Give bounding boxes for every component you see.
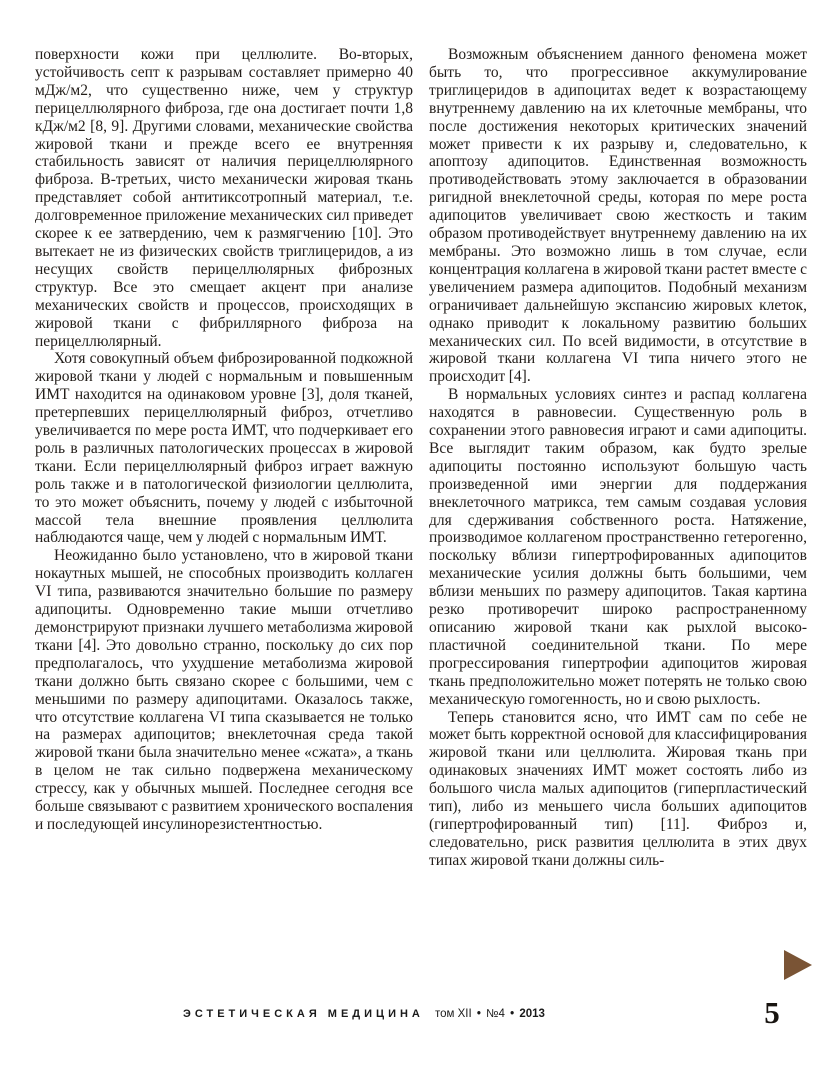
- body-paragraph: В нормальных условиях синтез и распад коллагена находятся в равновесии. Существенную роль в сохранении этого равновесия играют и сами адипоциты. Все выглядит таким образом, как будто зрелые адипоциты постоянно используют большую часть произведенной ими энергии для поддержания внеклеточного матрикса, тем самым создавая условия для сдерживания собственного роста. Натяжение, производимое коллагеном пространственно гетерогенно, поскольку вблизи гипертрофированных адипоцитов механические усилия должны быть большими, чем вблизи меньших по размеру адипоцитов. Такая картина резко противоречит широко распространенному описанию жировой ткани как рыхлой высоко-пластичной соединительной ткани. По мере прогрессирования гипертрофии адипоцитов жировая ткань предположительно может потерять не только свою механическую гомогенность, но и свою рыхлость.: [429, 386, 807, 708]
- body-paragraph: Теперь становится ясно, что ИМТ сам по себе не может быть корректной основой для классифицирования жировой ткани или целлюлита. Жировая ткань при одинаковых значениях ИМТ может состоять либо из большого числа малых адипоцитов (гиперпластический тип), либо из меньшего числа больших адипоцитов (гипертрофированный тип) [11]. Фиброз и, следовательно, риск развития целлюлита в этих двух типах жировой ткани должны силь-: [429, 708, 807, 869]
- body-paragraph: Хотя совокупный объем фиброзированной подкожной жировой ткани у людей с нормальным и повышенным ИМТ находится на одинаковом уровне [3], доля тканей, претерпевших перицеллюлярный фиброз, отчетливо увеличивается по мере роста ИМТ, что подчеркивает его роль в различных патологических процессах в жировой ткани. Если перицеллюлярный фиброз играет важную роль также и в патологической физиологии целлюлита, то это может объяснить, почему у людей с избыточной массой тела внешние проявления целлюлита наблюдаются чаще, чем у людей с нормальным ИМТ.: [35, 350, 413, 547]
- page-number: 5: [764, 995, 780, 1030]
- journal-name: ЭСТЕТИЧЕСКАЯ МЕДИЦИНА: [183, 1008, 424, 1020]
- body-paragraph: Неожиданно было установлено, что в жировой ткани нокаутных мышей, не способных производить коллаген VI типа, развиваются значительно большие по размеру адипоциты. Одновременно такие мыши отчетливо демонстрируют признаки лучшего метаболизма жировой ткани [4]. Это довольно странно, поскольку до сих пор предполагалось, что ухудшение метаболизма жировой ткани должно быть связано скорее с большими, чем с меньшими по размеру адипоцитами. Оказалось также, что отсутствие коллагена VI типа сказывается не только на размерах адипоцитов; внеклеточная среда такой жировой ткани была значительно менее «сжата», а ткань в целом не так сильно подвержена механическому стрессу, как у обычных мышей. Последнее сегодня все больше связывают с развитием хронического воспаления и последующей инсулинорезистентностью.: [35, 547, 413, 833]
- issue-volume: том XII: [435, 1008, 472, 1020]
- bullet-separator-icon: •: [476, 1008, 481, 1020]
- issue-info: [435, 1008, 545, 1020]
- left-column: [35, 46, 413, 870]
- body-paragraph: поверхности кожи при целлюлите. Во-вторых, устойчивость септ к разрывам составляет примерно 40 мДж/м2, что существенно ниже, чем у структур перицеллюлярного фиброза, где она достигает почти 1,8 кДж/м2 [8, 9]. Другими словами, механические свойства жировой ткани и прежде всего ее внутренняя стабильность зависят от наличия перицеллюлярного фиброза. В-третьих, чисто механически жировая ткань представляет собой антитиксотропный материал, т.е. долговременное приложение механических сил приведет скорее к ее затвердению, чем к размягчению [10]. Это вытекает не из физических свойств триглицеридов, а из несущих свойств перицеллюлярных фиброзных структур. Все это смещает акцент при анализе механических свойств и процессов, происходящих в жировой ткани с фибриллярного фиброза на перицеллюлярный.: [35, 46, 413, 350]
- article-body: [35, 46, 807, 870]
- issue-year: 2013: [519, 1008, 545, 1020]
- continuation-arrow-icon: [784, 950, 812, 980]
- body-paragraph: Возможным объяснением данного феномена может быть то, что прогрессивное аккумулирование триглицеридов в адипоцитах ведет к возрастающему внутреннему давлению на их клеточные мембраны, что после достижения некоторых критических значений может привести к их разрыву и, следовательно, к апоптозу адипоцитов. Единственная возможность противодействовать этому заключается в образовании ригидной внеклеточной среды, которая по мере роста адипоцитов увеличивает свою жесткость и таким образом противодействует внутреннему давлению на их мембраны. Это возможно лишь в том случае, если концентрация коллагена в жировой ткани растет вместе с увеличением размера адипоцитов. Подобный механизм ограничивает дальнейшую экспансию жировых клеток, однако приводит к локальному развитию больших механических сил. По всей видимости, в отсутствие в жировой ткани коллагена VI типа ничего этого не происходит [4].: [429, 46, 807, 386]
- bullet-separator-icon: •: [510, 1008, 515, 1020]
- right-column: [429, 46, 807, 870]
- issue-number: №4: [486, 1008, 505, 1020]
